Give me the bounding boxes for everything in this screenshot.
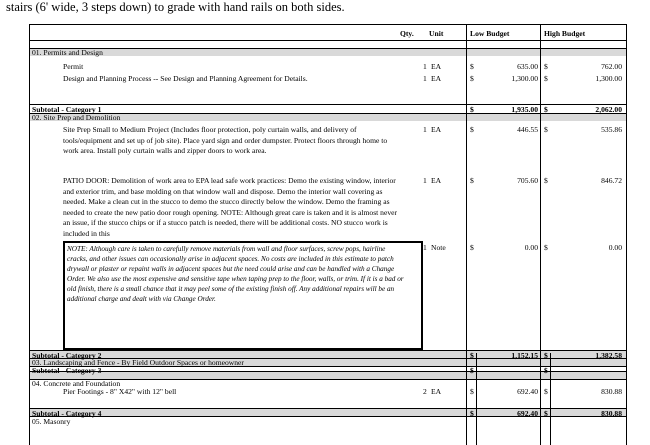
line-item-high: 830.88 — [601, 387, 622, 396]
category-title: 02. Site Prep and Demolition — [32, 113, 121, 122]
line-item-unit: EA — [431, 125, 442, 134]
header-high-budget: High Budget — [544, 29, 586, 38]
line-item-high: 1,300.00 — [595, 74, 622, 83]
line-item-high: 846.72 — [601, 176, 622, 185]
subtotal-high: 830.88 — [601, 409, 622, 418]
line-item-high: 535.86 — [601, 125, 622, 134]
subtotal-low: 1,152.15 — [511, 351, 538, 360]
line-item-qty: 1 — [423, 74, 427, 83]
line-item-qty: 2 — [423, 387, 427, 396]
currency-symbol: $ — [470, 387, 474, 396]
subtotal-high: 2,062.00 — [595, 105, 622, 114]
currency-symbol: $ — [470, 351, 474, 360]
line-item-low: 0.00 — [524, 243, 538, 252]
currency-symbol: $ — [470, 176, 474, 185]
subtotal-label: Subtotal - Category 1 — [32, 105, 102, 114]
currency-symbol: $ — [544, 62, 548, 71]
line-item-unit: EA — [431, 176, 442, 185]
category-title: 03. Landscaping and Fence - By Field Outdoor Spaces or homeowner — [32, 358, 244, 367]
note-box — [63, 241, 423, 350]
currency-symbol: $ — [544, 243, 548, 252]
currency-symbol: $ — [470, 243, 474, 252]
subtotal-high: - — [609, 366, 612, 375]
line-item-desc: PATIO DOOR: Demolition of work area to EPA lead safe work practices: Demo the existing window, interior and exterior trim, and base molding on that window wall and dispose. Demo the interior wall covering as needed. Make a clean cut in the stucco to demo the stucco directly below the window. Demo the framing as needed to create the new patio door rough opening. NOTE: Although great care is taken and it is almost never an issue, if the stucco chips or if a stucco patch is needed, there will be additional costs. NO stucco work is included in this — [63, 176, 398, 238]
currency-symbol: $ — [544, 387, 548, 396]
header-low-budget: Low Budget — [470, 29, 510, 38]
category-title: 01. Permits and Design — [32, 48, 103, 57]
currency-symbol: $ — [544, 351, 548, 360]
currency-symbol: $ — [544, 366, 548, 375]
header-unit: Unit — [429, 29, 444, 38]
row-divider — [30, 371, 626, 372]
subtotal-label: Subtotal - Category 3 — [32, 366, 102, 375]
category-title: 04. Concrete and Foundation — [32, 379, 121, 388]
currency-symbol: $ — [544, 105, 548, 114]
category-band — [30, 371, 626, 379]
line-item-qty: 1 — [423, 125, 427, 134]
row-divider — [30, 40, 626, 41]
line-item-high: 762.00 — [601, 62, 622, 71]
category-band — [30, 48, 626, 56]
line-item-low: 1,300.00 — [511, 74, 538, 83]
subtotal-low: 1,935.00 — [511, 105, 538, 114]
line-item-qty: 1 — [423, 243, 427, 252]
line-item-low: 705.60 — [517, 176, 538, 185]
line-item-high: 0.00 — [608, 243, 622, 252]
currency-symbol: $ — [470, 74, 474, 83]
subtotal-low: - — [525, 366, 528, 375]
currency-symbol: $ — [470, 62, 474, 71]
currency-symbol: $ — [544, 74, 548, 83]
subtotal-high: 1,382.58 — [595, 351, 622, 360]
line-item-low: 446.55 — [517, 125, 538, 134]
line-item-desc: Design and Planning Process -- See Design and Planning Agreement for Details. — [63, 74, 308, 83]
category-title: 05. Masonry — [32, 417, 71, 426]
note-text: NOTE: Although care is taken to carefully remove materials from wall and floor surfaces, screw pops, hairline cracks, and other issues can occasionally arise in adjacent spaces. No costs are included in this estimate to patch drywall or plaster or repaint walls in adjacent spaces but the need could arise and can be handled with a Change Order. We also use the most expensive and sensitive tape when taping prep to the floor, walls, or trim. If it is a bad or old finish, there is a small chance that it may peel some of the existing finish off. Any additional repairs will be an additional charge and dealt with via Change Order. — [67, 245, 404, 303]
line-item-low: 692.40 — [517, 387, 538, 396]
line-item-unit: Note — [431, 243, 446, 252]
line-item-desc: Site Prep Small to Medium Project (Includes floor protection, poly curtain walls, and delivery of tools/equipment and set up of job site). Place yard sign and order dumpster. Protect floors through home to work area. Install poly curtain walls and zipper doors to work area. — [63, 125, 388, 156]
line-item-qty: 1 — [423, 176, 427, 185]
subtotal-label: Subtotal - Category 2 — [32, 351, 102, 360]
subtotal-low: 692.40 — [517, 409, 538, 418]
line-item-low: 635.00 — [517, 62, 538, 71]
line-item-desc: Permit — [63, 62, 84, 71]
currency-symbol: $ — [544, 176, 548, 185]
header-qty: Qty. — [400, 29, 414, 38]
currency-symbol: $ — [470, 105, 474, 114]
currency-symbol: $ — [544, 125, 548, 134]
line-item-desc: Pier Footings - 8" X42" with 12" bell — [63, 387, 177, 396]
intro-text: stairs (6' wide, 3 steps down) to grade with hand rails on both sides. — [6, 0, 345, 14]
estimate-table — [29, 24, 627, 445]
line-item-unit: EA — [431, 62, 442, 71]
line-item-unit: EA — [431, 387, 442, 396]
currency-symbol: $ — [470, 125, 474, 134]
row-divider — [30, 48, 626, 49]
line-item-unit: EA — [431, 74, 442, 83]
currency-symbol: $ — [544, 409, 548, 418]
line-item-qty: 1 — [423, 62, 427, 71]
currency-symbol: $ — [470, 366, 474, 375]
subtotal-label: Subtotal - Category 4 — [32, 409, 102, 418]
currency-symbol: $ — [470, 409, 474, 418]
